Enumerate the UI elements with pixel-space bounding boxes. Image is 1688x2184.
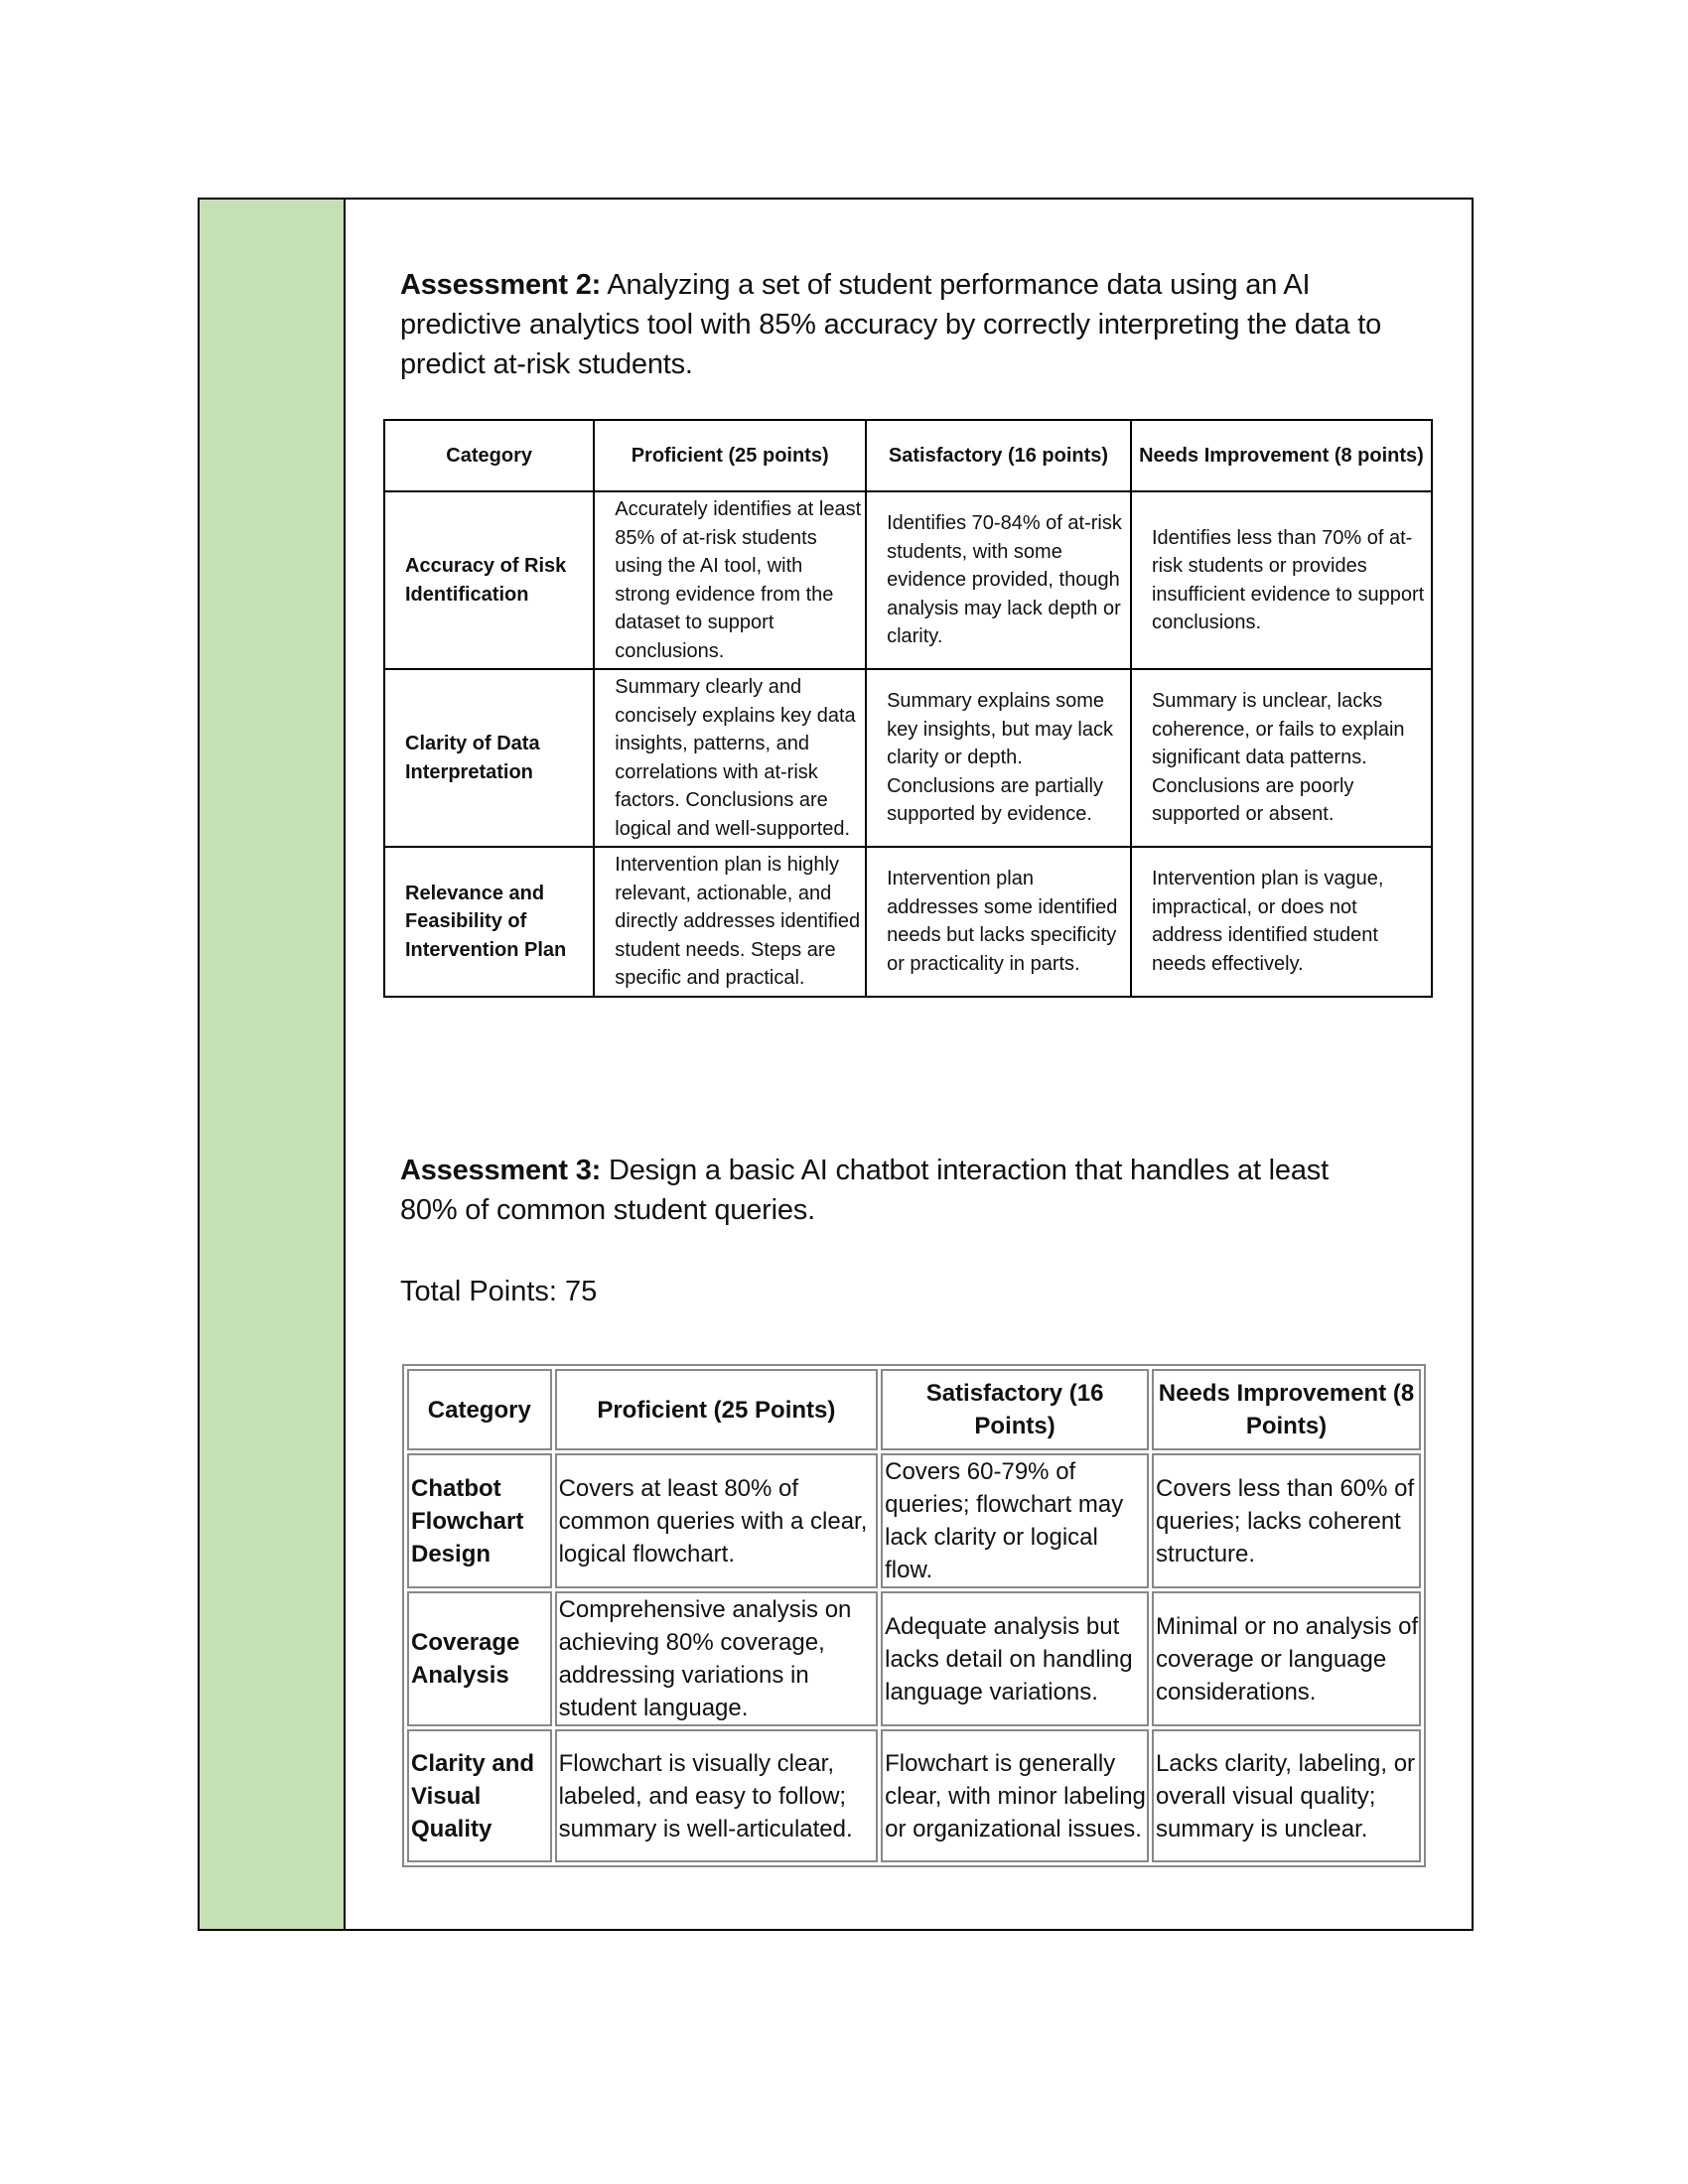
header-category: Category <box>384 420 594 491</box>
row-satisfactory: Covers 60-79% of queries; flowchart may lack clarity or logical flow. <box>881 1453 1149 1588</box>
assessment-3-rubric-table <box>402 1364 1426 1867</box>
assessment-3-heading <box>400 1151 1393 1230</box>
table-row <box>407 1729 1421 1862</box>
row-satisfactory: Adequate analysis but lacks detail on handling language variations. <box>881 1591 1149 1726</box>
table-row <box>384 491 1432 669</box>
assessment-2-label: Assessment 2: <box>400 269 602 301</box>
row-proficient: Summary clearly and concisely explains key data insights, patterns, and correlations with at-risk factors. Conclusions are logical and well-supported. <box>594 669 866 847</box>
header-proficient: Proficient (25 Points) <box>555 1369 879 1450</box>
row-category: Clarity and Visual Quality <box>407 1729 552 1862</box>
row-category: Coverage Analysis <box>407 1591 552 1726</box>
row-needs-improvement: Minimal or no analysis of coverage or language considerations. <box>1152 1591 1421 1726</box>
row-satisfactory: Flowchart is generally clear, with minor labeling or organizational issues. <box>881 1729 1149 1862</box>
document-frame <box>198 198 1474 1931</box>
table-header-row <box>384 420 1432 491</box>
green-sidebar-column <box>200 200 346 1929</box>
row-needs-improvement: Intervention plan is vague, impractical, or does not address identified student needs effectively. <box>1131 847 1432 997</box>
row-proficient: Covers at least 80% of common queries with a clear, logical flowchart. <box>555 1453 879 1588</box>
table-row <box>407 1591 1421 1726</box>
header-satisfactory: Satisfactory (16 Points) <box>881 1369 1149 1450</box>
header-needs-improvement: Needs Improvement (8 Points) <box>1152 1369 1421 1450</box>
assessment-2-heading <box>400 265 1393 384</box>
row-proficient: Accurately identifies at least 85% of at-risk students using the AI tool, with strong evidence from the dataset to support conclusions. <box>594 491 866 669</box>
row-proficient: Intervention plan is highly relevant, actionable, and directly addresses identified student needs. Steps are specific and practical. <box>594 847 866 997</box>
row-category: Accuracy of Risk Identification <box>384 491 594 669</box>
total-points: Total Points: 75 <box>400 1276 598 1307</box>
assessment-2-rubric-table <box>383 419 1433 998</box>
row-satisfactory: Identifies 70-84% of at-risk students, with some evidence provided, though analysis may lack depth or clarity. <box>866 491 1131 669</box>
row-proficient: Comprehensive analysis on achieving 80% coverage, addressing variations in student language. <box>555 1591 879 1726</box>
row-category: Relevance and Feasibility of Intervention Plan <box>384 847 594 997</box>
table-header-row <box>407 1369 1421 1450</box>
row-satisfactory: Summary explains some key insights, but may lack clarity or depth. Conclusions are partially supported by evidence. <box>866 669 1131 847</box>
assessment-3-description: Design a basic AI chatbot interaction that handles at least 80% of common student queries. <box>400 1155 1329 1226</box>
row-category: Clarity of Data Interpretation <box>384 669 594 847</box>
row-needs-improvement: Summary is unclear, lacks coherence, or fails to explain significant data patterns. Conclusions are poorly supported or absent. <box>1131 669 1432 847</box>
row-satisfactory: Intervention plan addresses some identified needs but lacks specificity or practicality in parts. <box>866 847 1131 997</box>
row-needs-improvement: Covers less than 60% of queries; lacks coherent structure. <box>1152 1453 1421 1588</box>
table-row <box>384 669 1432 847</box>
assessment-2-description: Analyzing a set of student performance data using an AI predictive analytics tool with 85% accuracy by correctly interpreting the data to predict at-risk students. <box>400 269 1382 380</box>
header-category: Category <box>407 1369 552 1450</box>
header-proficient: Proficient (25 points) <box>594 420 866 491</box>
table-row <box>384 847 1432 997</box>
assessment-3-label: Assessment 3: <box>400 1155 602 1186</box>
table-row <box>407 1453 1421 1588</box>
row-needs-improvement: Identifies less than 70% of at-risk students or provides insufficient evidence to support conclusions. <box>1131 491 1432 669</box>
row-proficient: Flowchart is visually clear, labeled, and easy to follow; summary is well-articulated. <box>555 1729 879 1862</box>
row-needs-improvement: Lacks clarity, labeling, or overall visual quality; summary is unclear. <box>1152 1729 1421 1862</box>
content-column <box>346 200 1472 1929</box>
row-category: Chatbot Flowchart Design <box>407 1453 552 1588</box>
header-satisfactory: Satisfactory (16 points) <box>866 420 1131 491</box>
header-needs-improvement: Needs Improvement (8 points) <box>1131 420 1432 491</box>
